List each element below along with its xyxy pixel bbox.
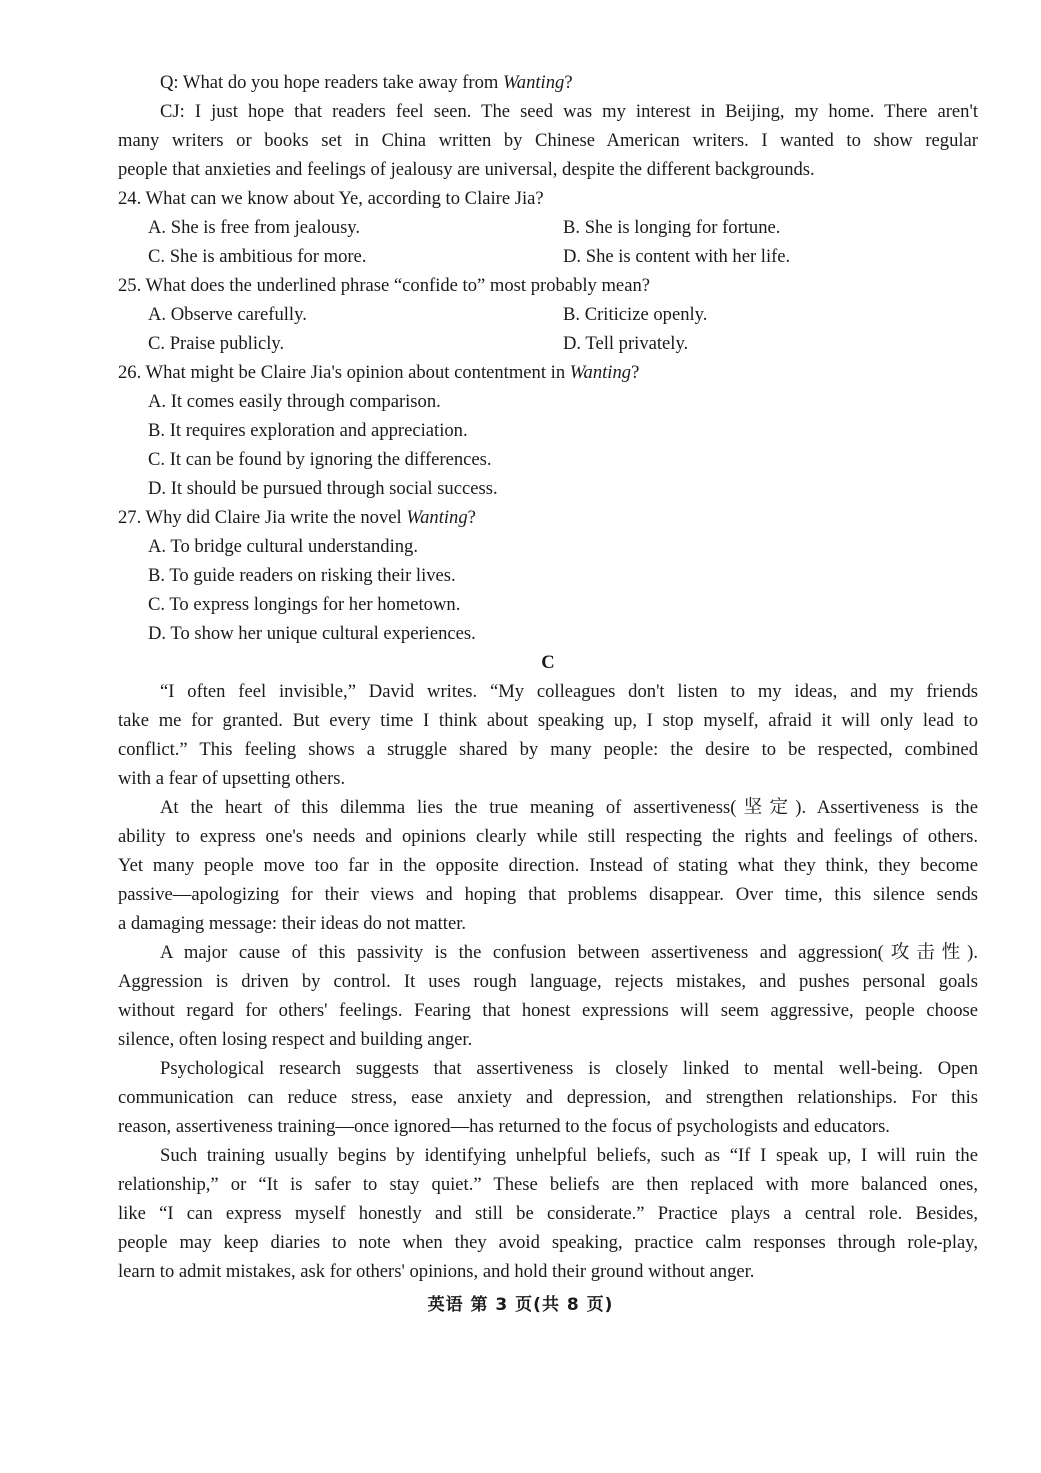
passage-line: learn to admit mistakes, ask for others' opinions, and hold their ground without anger. — [118, 1261, 755, 1282]
passage-line: take me for granted. But every time I think about speaking up, I stop myself, afraid it will only lead to — [118, 710, 978, 731]
passage-line: At the heart of this dilemma lies the true meaning of assertiveness(坚定). Assertiveness is the — [160, 797, 978, 818]
question-mark: ? — [564, 72, 573, 93]
passage-line: ability to express one's needs and opinions clearly while still respecting the rights and feelings of others. — [118, 826, 978, 847]
option-b: B. Criticize openly. — [563, 304, 708, 325]
passage-line: Yet many people move too far in the opposite direction. Instead of stating what they think, they become — [118, 855, 978, 876]
option-a: A. It comes easily through comparison. — [148, 391, 441, 412]
option-d: D. It should be pursued through social success. — [148, 478, 498, 499]
passage-line: “I often feel invisible,” David writes. “My colleagues don't listen to my ideas, and my friends — [160, 681, 978, 702]
section-heading: C — [541, 652, 555, 673]
option-a: A. To bridge cultural understanding. — [148, 536, 418, 557]
option-b: B. She is longing for fortune. — [563, 217, 781, 238]
passage-line: relationship,” or “It is safer to stay quiet.” These beliefs are then replaced with more balanced ones, — [118, 1174, 978, 1195]
answer-line: many writers or books set in China written by Chinese American writers. I wanted to show regular — [118, 130, 978, 151]
option-c: C. She is ambitious for more. — [148, 246, 367, 267]
passage-line: a damaging message: their ideas do not matter. — [118, 913, 467, 934]
question-stem-24: 24. What can we know about Ye, according to Claire Jia? — [118, 188, 544, 209]
question-stem-25: 25. What does the underlined phrase “confide to” most probably mean? — [118, 275, 650, 296]
passage-line: Psychological research suggests that assertiveness is closely linked to mental well-being. Open — [160, 1058, 978, 1079]
question-mark: ? — [631, 362, 640, 383]
option-c: C. Praise publicly. — [148, 333, 285, 354]
passage-line: reason, assertiveness training—once ignored—has returned to the focus of psychologists and educators. — [118, 1116, 890, 1137]
passage-line: Aggression is driven by control. It uses rough language, rejects mistakes, and pushes personal goals — [118, 971, 978, 992]
option-row — [118, 213, 978, 242]
option-c: C. It can be found by ignoring the differences. — [148, 449, 492, 470]
option-a: A. Observe carefully. — [148, 304, 307, 325]
passage-line: passive—apologizing for their views and hoping that problems disappear. Over time, this silence sends — [118, 884, 978, 905]
question-stem-26 — [118, 358, 978, 387]
option-c: C. To express longings for her hometown. — [148, 594, 461, 615]
book-title: Wanting — [569, 362, 632, 383]
option-a: A. She is free from jealousy. — [148, 217, 361, 238]
exam-page — [118, 68, 978, 1286]
question-stem-27 — [118, 503, 978, 532]
passage-line: Such training usually begins by identifying unhelpful beliefs, such as “If I speak up, I will ruin the — [160, 1145, 978, 1166]
passage-line: like “I can express myself honestly and still be considerate.” Practice plays a central role. Besides, — [118, 1203, 978, 1224]
passage-line: silence, often losing respect and building anger. — [118, 1029, 473, 1050]
interview-question — [118, 68, 978, 97]
book-title: Wanting — [406, 507, 468, 528]
option-b: B. To guide readers on risking their lives. — [148, 565, 456, 586]
answer-line: people that anxieties and feelings of jealousy are universal, despite the different backgrounds. — [118, 159, 815, 180]
option-row — [118, 242, 978, 271]
book-title: Wanting — [503, 72, 565, 93]
stem-text: 27. Why did Claire Jia write the novel — [118, 507, 407, 528]
passage-line: conflict.” This feeling shows a struggle shared by many people: the desire to be respected, combined — [118, 739, 978, 760]
passage-line: with a fear of upsetting others. — [118, 768, 346, 789]
passage-line: without regard for others' feelings. Fearing that honest expressions will seem aggressive, people choose — [118, 1000, 978, 1021]
passage-line: A major cause of this passivity is the confusion between assertiveness and aggression(攻击性). — [160, 942, 978, 963]
question-mark: ? — [467, 507, 476, 528]
option-d: D. She is content with her life. — [563, 246, 791, 267]
option-b: B. It requires exploration and appreciation. — [148, 420, 468, 441]
question-text: Q: What do you hope readers take away from — [160, 72, 504, 93]
option-row — [118, 300, 978, 329]
passage-line: communication can reduce stress, ease anxiety and depression, and strengthen relationships. For this — [118, 1087, 978, 1108]
option-d: D. Tell privately. — [563, 333, 689, 354]
page-footer: 英语 第 3 页(共 8 页) — [427, 1295, 614, 1315]
option-d: D. To show her unique cultural experiences. — [148, 623, 476, 644]
stem-text: 26. What might be Claire Jia's opinion about contentment in — [118, 362, 570, 383]
answer-line: CJ: I just hope that readers feel seen. The seed was my interest in Beijing, my home. There aren't — [160, 101, 978, 122]
option-row — [118, 329, 978, 358]
passage-line: people may keep diaries to note when they avoid speaking, practice calm responses through role-play, — [118, 1232, 978, 1253]
